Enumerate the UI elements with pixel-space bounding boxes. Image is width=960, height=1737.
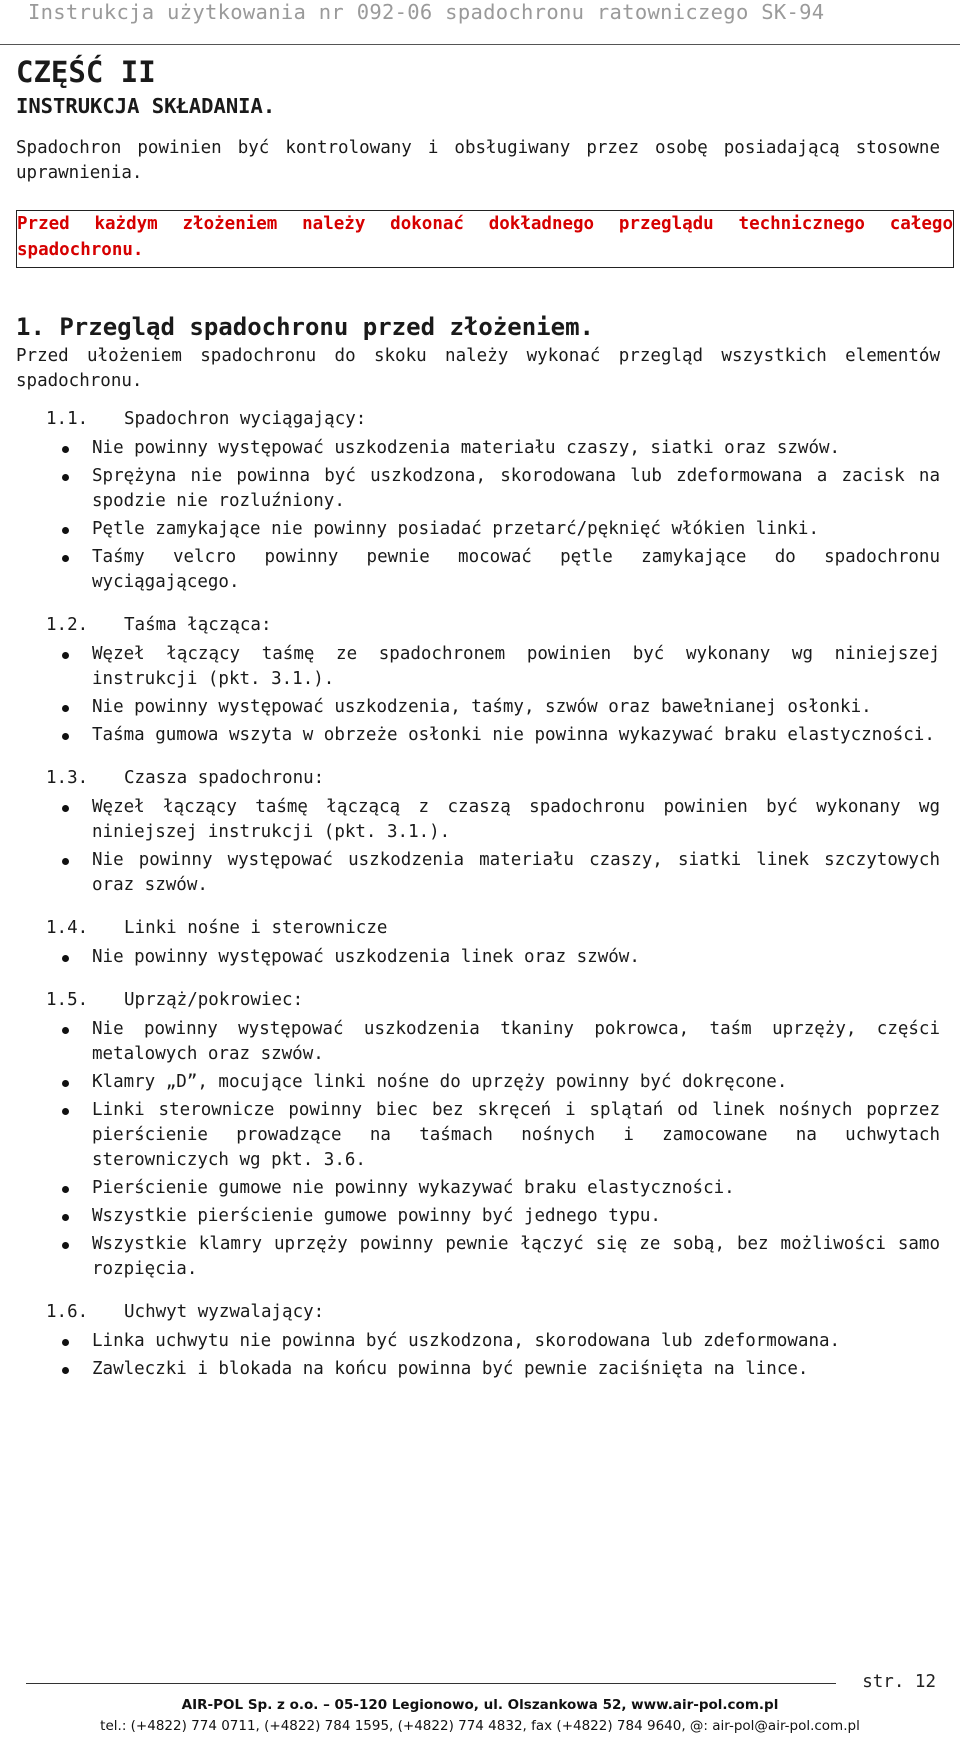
footer-contact: tel.: (+4822) 774 0711, (+4822) 784 1595, (+4822) 774 4832, fax (+4822) 784 9640, @: air-pol@air-pol.com.pl — [100, 1718, 860, 1734]
bullet-icon — [62, 955, 69, 962]
subsection — [46, 765, 940, 898]
list-item — [46, 723, 940, 748]
company-address: – 05-120 Legionowo, ul. Olszankowa 52, www.air-pol.com.pl — [318, 1697, 779, 1713]
page-header — [0, 0, 960, 45]
list-item-text: Nie powinny występować uszkodzenia linek oraz szwów. — [92, 947, 640, 967]
document-title: INSTRUKCJA SKŁADANIA. — [16, 94, 276, 118]
bullet-list — [46, 795, 940, 898]
list-item-text: Nie powinny występować uszkodzenia tkaniny pokrowca, taśm uprzęży, części metalowych oraz szwów. — [92, 1019, 940, 1064]
subsection-title: Uchwyt wyzwalający: — [124, 1302, 325, 1322]
subsection-number: 1.2. — [46, 615, 89, 635]
list-item — [46, 695, 940, 720]
intro-paragraph: Spadochron powinien być kontrolowany i obsługiwany przez osobę posiadającą stosowne uprawnienia. — [16, 138, 940, 183]
subsection-heading — [46, 987, 940, 1014]
list-item — [46, 464, 940, 514]
bullet-icon — [62, 1367, 69, 1374]
list-item — [46, 517, 940, 542]
list-item — [46, 848, 940, 898]
subsection-title: Uprząż/pokrowiec: — [124, 990, 304, 1010]
subsection-heading — [46, 915, 940, 942]
bullet-icon — [62, 1108, 69, 1115]
bullet-icon — [62, 652, 69, 659]
bullet-icon — [62, 1027, 69, 1034]
subsection-title: Taśma łącząca: — [124, 615, 272, 635]
subsection-heading — [46, 612, 940, 639]
subsection-number: 1.4. — [46, 918, 89, 938]
list-item-text: Zawleczki i blokada na końcu powinna być pewnie zaciśnięta na lince. — [92, 1359, 809, 1379]
bullet-icon — [62, 705, 69, 712]
list-item-text: Linki sterownicze powinny biec bez skręceń i splątań od linek nośnych poprzez pierścienie prowadzące na taśmach nośnych i zamocowane na uchwytach sterowniczych wg pkt. 3.6. — [92, 1100, 940, 1170]
list-item — [46, 1204, 940, 1229]
list-item-text: Linka uchwytu nie powinna być uszkodzona, skorodowana lub zdeformowana. — [92, 1331, 841, 1351]
list-item-text: Taśmy velcro powinny pewnie mocować pętle zamykające do spadochronu wyciągającego. — [92, 547, 940, 592]
list-item-text: Pierścienie gumowe nie powinny wykazywać braku elastyczności. — [92, 1178, 735, 1198]
subsection-title: Linki nośne i sterownicze — [124, 918, 388, 938]
subsection — [46, 406, 940, 595]
bullet-icon — [62, 474, 69, 481]
footer-divider — [26, 1683, 836, 1684]
bullet-icon — [62, 1080, 69, 1087]
subsection-heading — [46, 765, 940, 792]
list-item-text: Węzeł łączący taśmę łączącą z czaszą spadochronu powinien być wykonany wg niniejszej instrukcji (pkt. 3.1.). — [92, 797, 940, 842]
list-item — [46, 1357, 940, 1382]
subsection-title: Spadochron wyciągający: — [124, 409, 367, 429]
list-item — [46, 1017, 940, 1067]
list-item-text: Klamry „D”, mocujące linki nośne do uprzęży powinny być dokręcone. — [92, 1072, 788, 1092]
subsection-heading — [46, 406, 940, 433]
subsections-list — [16, 406, 940, 1382]
list-item-text: Pętle zamykające nie powinny posiadać przetarć/pęknięć włókien linki. — [92, 519, 819, 539]
list-item-text: Nie powinny występować uszkodzenia, taśmy, szwów oraz bawełnianej osłonki. — [92, 697, 872, 717]
bullet-icon — [62, 733, 69, 740]
list-item-text: Nie powinny występować uszkodzenia materiału czaszy, siatki oraz szwów. — [92, 438, 841, 458]
bullet-list — [46, 642, 940, 748]
bullet-list — [46, 945, 940, 970]
footer-company-line — [0, 1697, 960, 1713]
bullet-icon — [62, 1242, 69, 1249]
document-body — [16, 52, 953, 1399]
list-item-text: Węzeł łączący taśmę ze spadochronem powinien być wykonany wg niniejszej instrukcji (pkt. 3.1.). — [92, 644, 940, 689]
list-item-text: Wszystkie pierścienie gumowe powinny być jednego typu. — [92, 1206, 661, 1226]
subsection-number: 1.5. — [46, 990, 89, 1010]
bullet-icon — [62, 1214, 69, 1221]
part-title: CZĘŚĆ II — [16, 55, 156, 89]
subsection — [46, 1299, 940, 1382]
subsection-number: 1.3. — [46, 768, 89, 788]
page-number: str. 12 — [862, 1672, 936, 1692]
bullet-list — [46, 1017, 940, 1282]
list-item — [46, 545, 940, 595]
warning-text: Przed każdym złożeniem należy dokonać dokładnego przeglądu technicznego całego spadochronu. — [17, 214, 953, 260]
bullet-list — [46, 436, 940, 595]
list-item — [46, 1329, 940, 1354]
company-name: AIR-POL Sp. z o.o. — [181, 1697, 319, 1713]
section-title: 1. Przegląd spadochronu przed złożeniem. — [16, 313, 594, 341]
list-item — [46, 642, 940, 692]
bullet-icon — [62, 1186, 69, 1193]
warning-box — [16, 210, 954, 268]
list-item — [46, 795, 940, 845]
header-title: Instrukcja użytkowania nr 092-06 spadochronu ratowniczego SK-94 — [28, 0, 825, 24]
list-item-text: Taśma gumowa wszyta w obrzeże osłonki nie powinna wykazywać braku elastyczności. — [92, 725, 935, 745]
subsection-title: Czasza spadochronu: — [124, 768, 325, 788]
bullet-icon — [62, 555, 69, 562]
section-intro: Przed ułożeniem spadochronu do skoku należy wykonać przegląd wszystkich elementów spadochronu. — [16, 346, 940, 391]
bullet-icon — [62, 446, 69, 453]
list-item — [46, 1070, 940, 1095]
list-item — [46, 1232, 940, 1282]
bullet-icon — [62, 527, 69, 534]
list-item — [46, 436, 940, 461]
subsection — [46, 612, 940, 748]
bullet-icon — [62, 805, 69, 812]
bullet-icon — [62, 1339, 69, 1346]
subsection-number: 1.6. — [46, 1302, 89, 1322]
subsection — [46, 915, 940, 970]
subsection-number: 1.1. — [46, 409, 89, 429]
list-item — [46, 945, 940, 970]
subsection-heading — [46, 1299, 940, 1326]
list-item — [46, 1098, 940, 1173]
subsection — [46, 987, 940, 1282]
list-item-text: Nie powinny występować uszkodzenia materiału czaszy, siatki linek szczytowych oraz szwów. — [92, 850, 940, 895]
list-item-text: Wszystkie klamry uprzęży powinny pewnie łączyć się ze sobą, bez możliwości samo rozpięcia. — [92, 1234, 940, 1279]
bullet-icon — [62, 858, 69, 865]
list-item — [46, 1176, 940, 1201]
list-item-text: Sprężyna nie powinna być uszkodzona, skorodowana lub zdeformowana a zacisk na spodzie nie rozluźniony. — [92, 466, 940, 511]
bullet-list — [46, 1329, 940, 1382]
